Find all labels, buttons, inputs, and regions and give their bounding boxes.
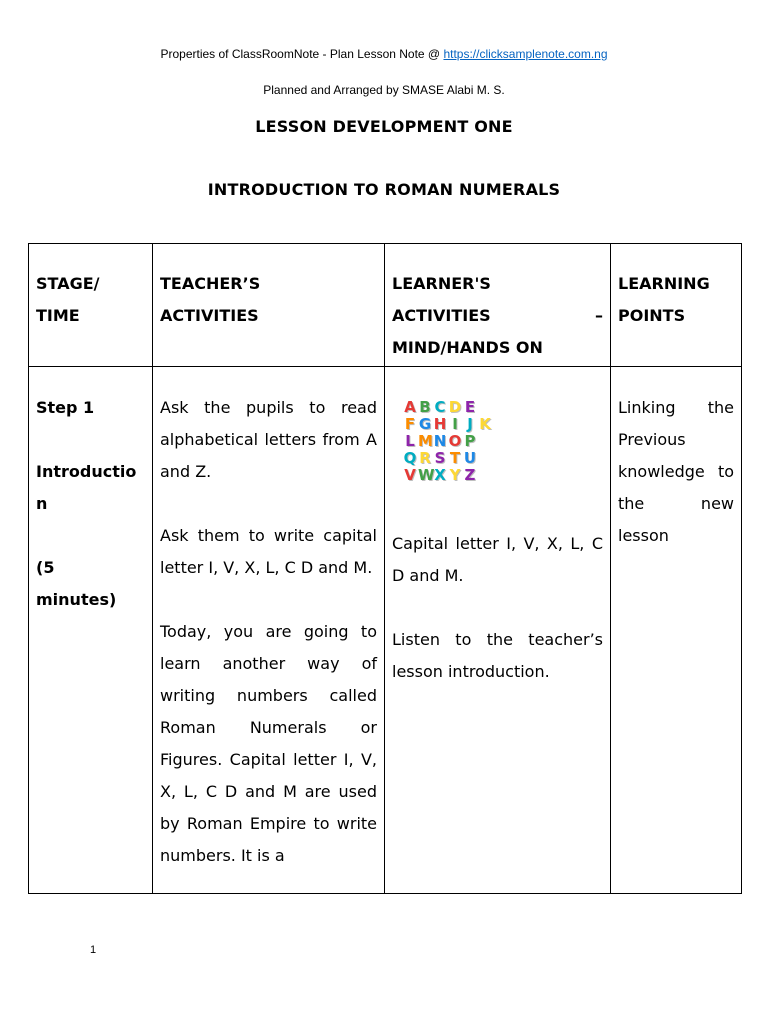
teacher-paragraph-2: Ask them to write capital letter I, V, X, L, C D and M. [160, 526, 377, 577]
alphabet-row [403, 415, 492, 433]
header-learner-label: LEARNER'S [392, 274, 491, 293]
alphabet-letter: J [467, 415, 474, 433]
alphabet-letter: G [418, 415, 433, 433]
alphabet-row [403, 399, 487, 416]
alphabet-letter: X [434, 466, 447, 484]
alphabet-letter: D [448, 398, 463, 416]
alphabet-letter: Y [449, 466, 462, 484]
teacher-paragraph-3: Today, you are going to learn another way of writing numbers called Roman Numerals or Figures. Capital letter I, V, X, L, C D and M are used by Roman Empire to write numbers. It is a [160, 622, 377, 865]
alphabet-letter: R [419, 449, 432, 467]
alphabet-letter: F [404, 415, 417, 433]
alphabet-row [403, 450, 487, 467]
header-mind-hands-label: MIND/HANDS ON [392, 338, 543, 357]
website-link[interactable]: https://clicksamplenote.com.ng [443, 47, 608, 61]
alphabet-letter: B [419, 398, 432, 416]
alphabet-letter: U [463, 449, 478, 467]
lesson-topic-title: INTRODUCTION TO ROMAN NUMERALS [207, 180, 561, 199]
header-stage-time [29, 244, 153, 367]
alphabet-letter: Z [464, 466, 477, 484]
table-header-row [29, 244, 742, 367]
header-teacher-activities [153, 244, 385, 367]
alphabet-letter: Q [403, 449, 418, 467]
table-row [29, 367, 742, 894]
alphabet-letter: N [433, 432, 448, 450]
page-number: 1 [90, 944, 97, 956]
stage-cell [29, 367, 153, 894]
header-points-label: POINTS [618, 306, 686, 325]
alphabet-letter: V [404, 466, 417, 484]
lesson-title: LESSON DEVELOPMENT ONE [255, 117, 513, 136]
lesson-table [28, 243, 742, 894]
alphabet-letter: C [434, 398, 447, 416]
learner-paragraph-1: Capital letter I, V, X, L, C D and M. [392, 534, 603, 585]
header-activities-label: ACTIVITIES [160, 306, 259, 325]
alphabet-letter: O [448, 432, 463, 450]
alphabet-letter: M [418, 432, 434, 450]
header-learning-points [611, 244, 742, 367]
teacher-activities-cell [153, 367, 385, 894]
alphabet-letter: W [418, 466, 436, 484]
stage-time-line1: (5 [36, 558, 55, 577]
alphabet-letter: K [479, 415, 492, 433]
header-time-label: TIME [36, 306, 80, 325]
alphabet-letter: S [434, 449, 447, 467]
stage-name-line2: n [36, 494, 48, 513]
alphabet-letter: T [449, 449, 462, 467]
alphabet-letter: A [404, 398, 417, 416]
header-learner-activities-label: ACTIVITIES [392, 306, 491, 325]
header-properties-text: Properties of ClassRoomNote - Plan Lesson Note @ [160, 47, 444, 61]
learner-paragraph-2: Listen to the teacher’s lesson introduction. [392, 630, 603, 681]
header-learning-label: LEARNING [618, 274, 710, 293]
header-stage-label: STAGE/ [36, 274, 100, 293]
alphabet-row [403, 467, 487, 484]
alphabet-letter: P [464, 432, 477, 450]
header-learner-activities-line [392, 300, 603, 332]
header-learner-dash: – [595, 306, 603, 325]
learning-points-cell [611, 367, 742, 894]
header-properties-line [0, 47, 768, 61]
header-teacher-label: TEACHER’S [160, 274, 261, 293]
alphabet-letter: L [405, 432, 416, 450]
alphabet-letter: E [464, 398, 477, 416]
step-label: Step 1 [36, 398, 95, 417]
stage-time-line2: minutes) [36, 590, 117, 609]
learner-activities-cell [385, 367, 611, 894]
header-planner-line: Planned and Arranged by SMASE Alabi M. S. [263, 83, 505, 97]
learning-points-text: Linking the Previous knowledge to the new lesson [618, 398, 734, 545]
teacher-paragraph-1: Ask the pupils to read alphabetical letters from A and Z. [160, 398, 377, 481]
alphabet-letter: I [452, 415, 459, 433]
stage-name-line1: Introductio [36, 462, 137, 481]
alphabet-row [403, 433, 487, 450]
alphabet-letter: H [433, 415, 448, 433]
alphabet-letters-image [403, 398, 492, 484]
header-learner-activities [385, 244, 611, 367]
